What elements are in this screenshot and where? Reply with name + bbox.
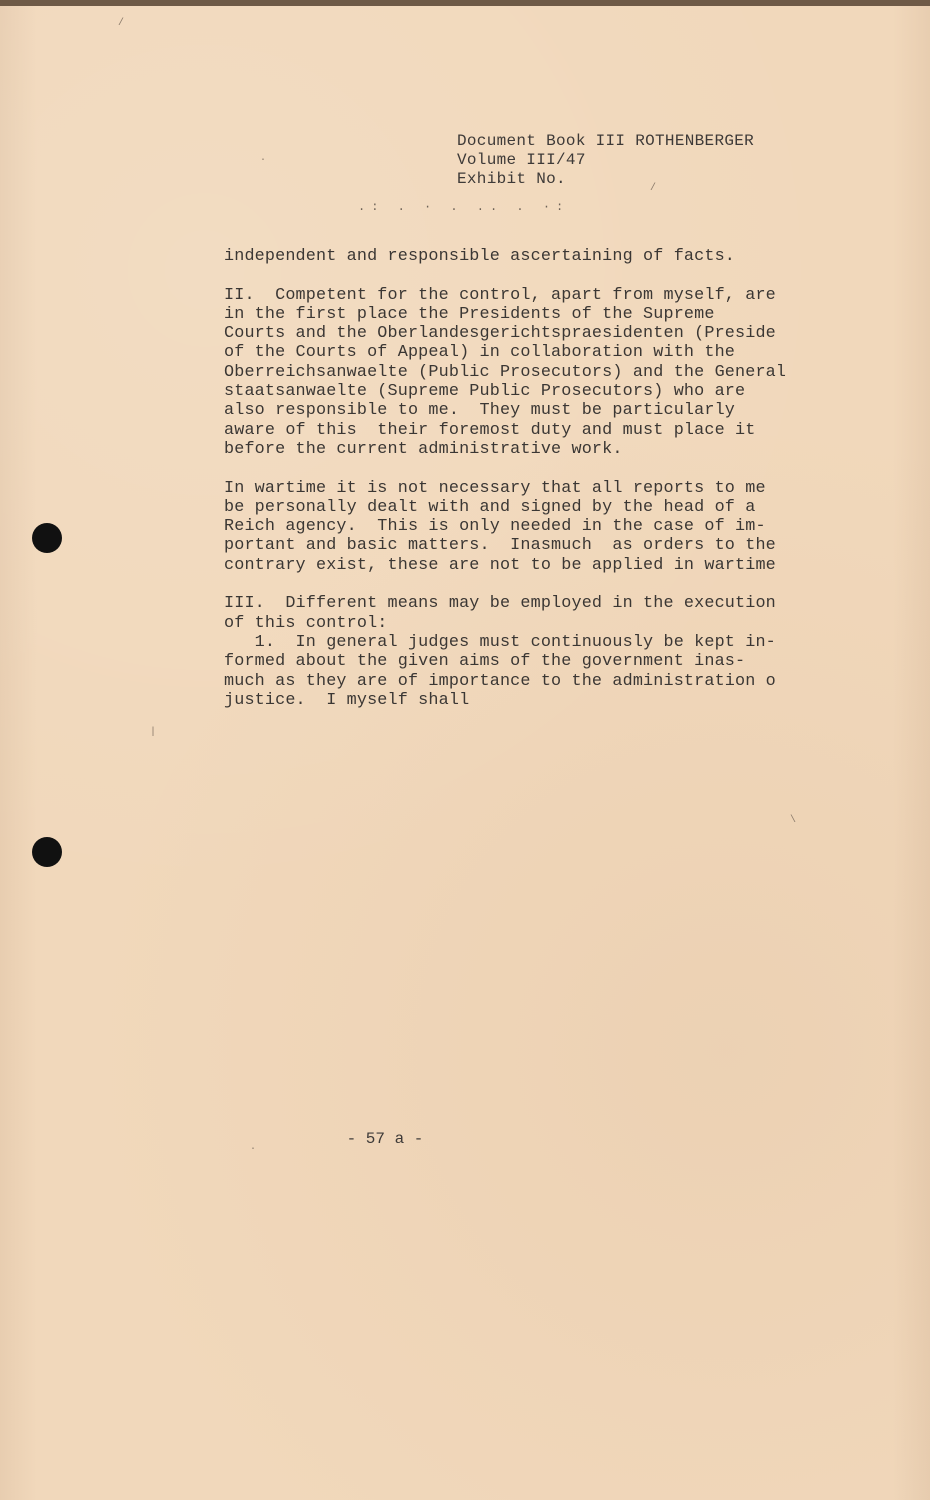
text-line: portant and basic matters. Inasmuch as orders to the bbox=[224, 536, 776, 556]
text-line: of the Courts of Appeal) in collaboration with the bbox=[224, 343, 736, 363]
paper-speck: / bbox=[118, 18, 125, 29]
punch-hole-bottom bbox=[32, 837, 62, 867]
paragraph-wartime bbox=[224, 479, 864, 575]
paper-speck: / bbox=[650, 183, 657, 194]
page-number: - 57 a - bbox=[346, 1130, 424, 1148]
header-document-book: Document Book III ROTHENBERGER bbox=[457, 132, 755, 150]
document-header bbox=[457, 132, 754, 189]
text-line: also responsible to me. They must be particularly bbox=[224, 401, 736, 421]
text-line: In wartime it is not necessary that all reports to me bbox=[224, 478, 766, 498]
text-line: much as they are of importance to the administration o bbox=[224, 671, 776, 691]
typewriter-specks: .: . · . .. . ·: bbox=[358, 200, 570, 214]
text-line: contrary exist, these are not to be applied in wartime bbox=[224, 555, 776, 575]
paper-speck: | bbox=[150, 727, 157, 738]
text-line: III. Different means may be employed in the execution bbox=[224, 594, 776, 614]
text-line: in the first place the Presidents of the Supreme bbox=[224, 304, 715, 324]
header-exhibit: Exhibit No. bbox=[457, 170, 566, 188]
text-line: justice. I myself shall bbox=[224, 690, 470, 710]
text-line: before the current administrative work. bbox=[224, 439, 623, 459]
paper-top-edge bbox=[0, 0, 930, 6]
header-volume: Volume III/47 bbox=[457, 151, 586, 169]
paragraph-section-ii bbox=[224, 286, 864, 460]
text-line: II. Competent for the control, apart from myself, are bbox=[224, 285, 776, 305]
text-line: formed about the given aims of the government inas- bbox=[224, 652, 746, 672]
paragraph-section-iii bbox=[224, 594, 864, 710]
text-line: Courts and the Oberlandesgerichtspraesidenten (Preside bbox=[224, 324, 776, 344]
text-line: 1. In general judges must continuously be kept in- bbox=[224, 632, 776, 652]
paper-speck: \ bbox=[790, 815, 797, 826]
text-line: staatsanwaelte (Supreme Public Prosecutors) who are bbox=[224, 382, 746, 402]
paper-speck: · bbox=[250, 1144, 257, 1155]
text-line: independent and responsible ascertaining of facts. bbox=[224, 247, 736, 266]
text-line: Reich agency. This is only needed in the case of im- bbox=[224, 517, 766, 537]
punch-hole-top bbox=[32, 523, 62, 553]
text-line: of this control: bbox=[224, 613, 388, 633]
text-line: Oberreichsanwaelte (Public Prosecutors) and the General bbox=[224, 362, 787, 382]
paper-speck: · bbox=[260, 155, 267, 166]
text-line: aware of this their foremost duty and must place it bbox=[224, 420, 756, 440]
text-line: be personally dealt with and signed by the head of a bbox=[224, 497, 756, 517]
paragraph-intro bbox=[224, 247, 864, 266]
document-body bbox=[224, 247, 864, 729]
